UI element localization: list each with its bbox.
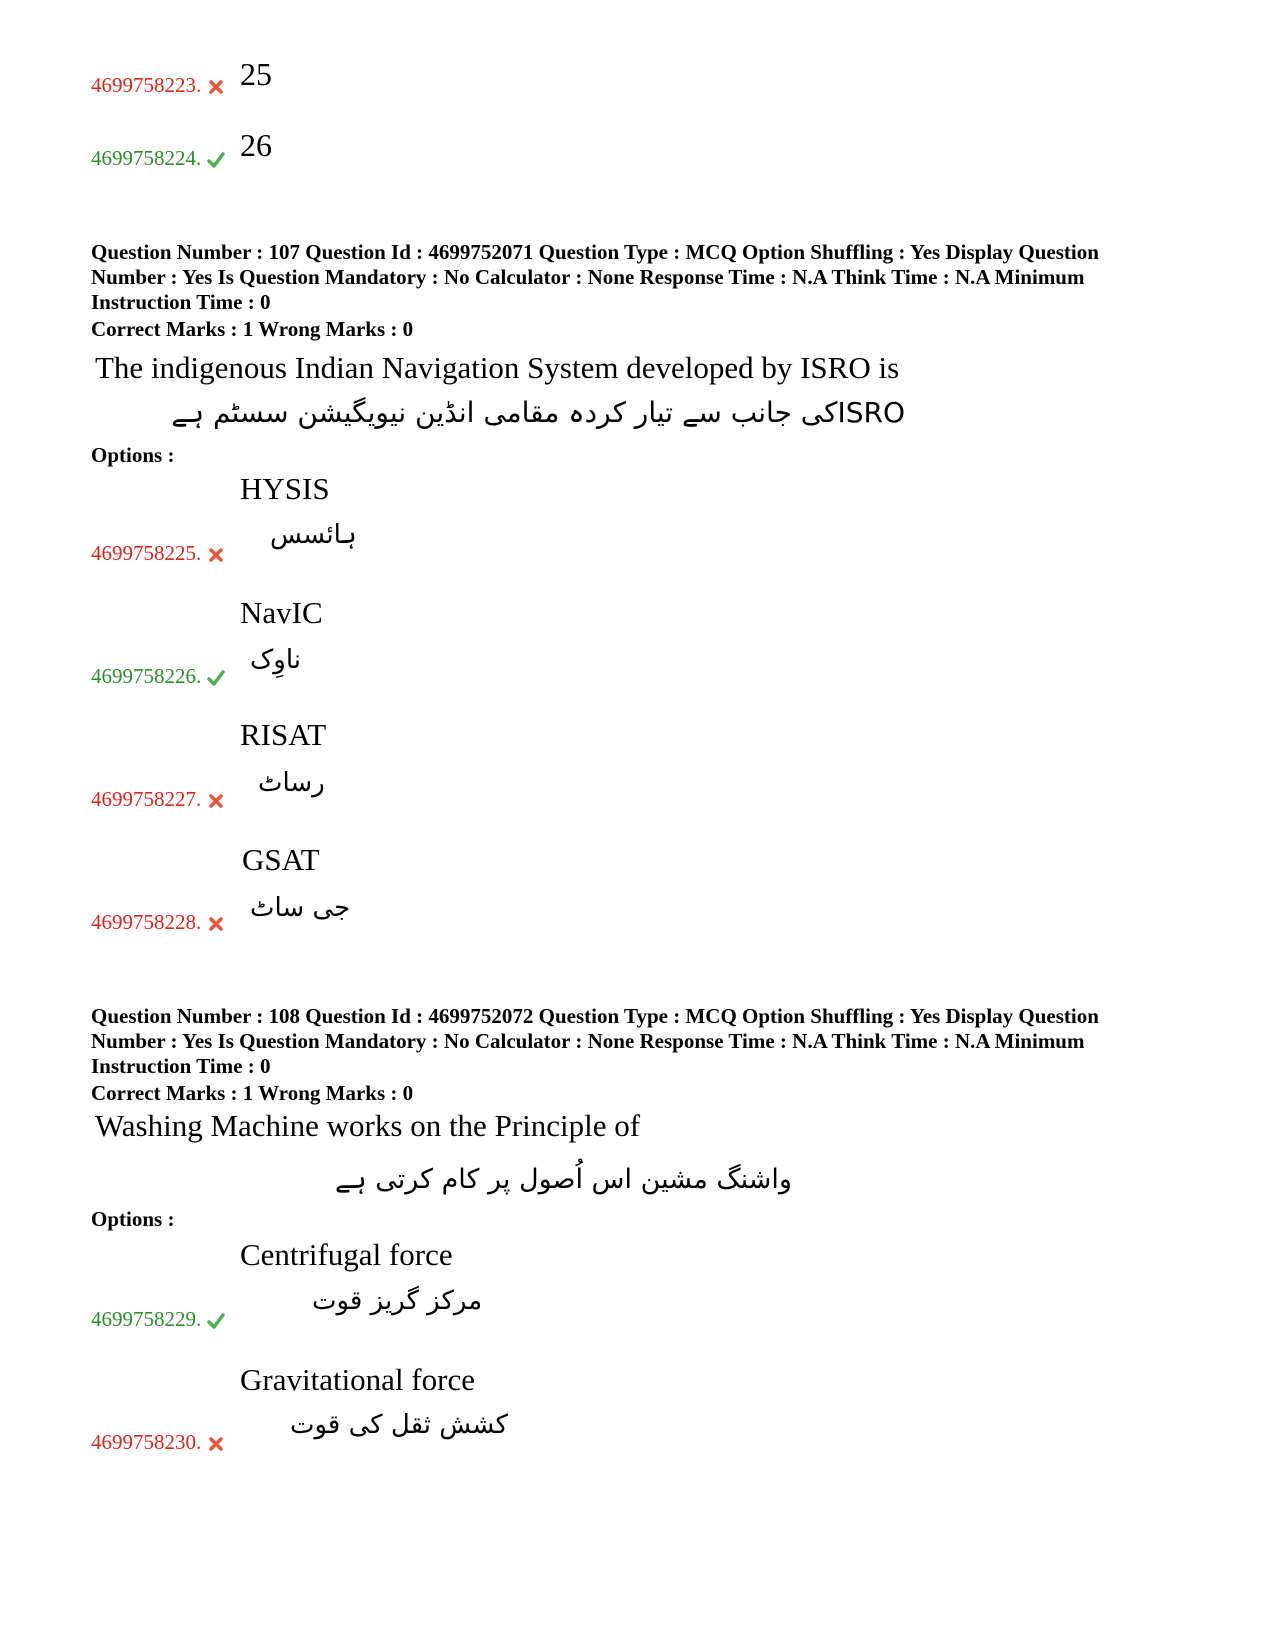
option-id-text: 4699758223. [91,73,202,97]
wrong-mark-icon [207,1435,225,1453]
question-marks: Correct Marks : 1 Wrong Marks : 0 [91,317,414,341]
option-id-text: 4699758226. [91,664,202,688]
meta-line: Question Number : 108 Question Id : 4699752072 Question Type : MCQ Option Shuffling : Yes Display Question [91,1004,1099,1028]
option-text-english: HYSIS [240,471,330,506]
meta-line: Number : Yes Is Question Mandatory : No Calculator : None Response Time : N.A Think Time : N.A Minimum [91,1029,1085,1053]
question-meta [91,1004,1201,1079]
option-id-text: 4699758230. [91,1430,202,1454]
option-id [91,787,225,812]
option-id [91,1307,225,1332]
meta-line: Instruction Time : 0 [91,290,271,314]
option-id-text: 4699758227. [91,787,202,811]
question-marks: Correct Marks : 1 Wrong Marks : 0 [91,1081,414,1105]
meta-line: Question Number : 107 Question Id : 4699752071 Question Type : MCQ Option Shuffling : Yes Display Question [91,240,1099,264]
option-id [91,1430,225,1455]
option-id [91,73,225,98]
option-text-urdu: رساٹ [258,768,325,798]
wrong-mark-icon [207,546,225,564]
question-text-english: Washing Machine works on the Principle of [95,1108,641,1143]
option-id [91,541,225,566]
option-text: 25 [240,56,272,92]
option-id [91,910,225,935]
option-text-urdu: جی ساٹ [250,893,351,923]
option-text-urdu: ہائسس [270,520,357,550]
question-text-urdu: واشنگ مشین اس اُصول پر کام کرتی ہے [335,1164,792,1195]
option-id-text: 4699758224. [91,146,202,170]
option-id [91,146,225,171]
option-text: 26 [240,127,272,163]
wrong-mark-icon [207,792,225,810]
option-text-english: NavIC [240,595,323,630]
meta-line: Instruction Time : 0 [91,1054,271,1078]
option-text-urdu: کشش ثقل کی قوت [290,1410,508,1440]
option-text-english: RISAT [240,717,327,752]
question-text-english: The indigenous Indian Navigation System developed by ISRO is [95,350,900,385]
option-id-text: 4699758229. [91,1307,202,1331]
option-text-urdu: ناوِک [250,645,301,675]
meta-line: Number : Yes Is Question Mandatory : No Calculator : None Response Time : N.A Think Time : N.A Minimum [91,265,1085,289]
options-label: Options : [91,1207,175,1231]
wrong-mark-icon [207,78,225,96]
wrong-mark-icon [207,915,225,933]
correct-mark-icon [207,151,225,169]
correct-mark-icon [207,669,225,687]
option-text-urdu: مرکز گریز قوت [312,1286,483,1316]
options-label: Options : [91,443,175,467]
option-id [91,664,225,689]
question-meta [91,240,1201,315]
option-id-text: 4699758228. [91,910,202,934]
option-text-english: GSAT [242,842,320,877]
question-text-urdu: ISROکی جانب سے تیار کردہ مقامی انڈین نیویگیشن سسٹم ہے [171,396,905,429]
correct-mark-icon [207,1312,225,1330]
option-id-text: 4699758225. [91,541,202,565]
option-text-english: Centrifugal force [240,1237,453,1272]
option-text-english: Gravitational force [240,1362,475,1397]
